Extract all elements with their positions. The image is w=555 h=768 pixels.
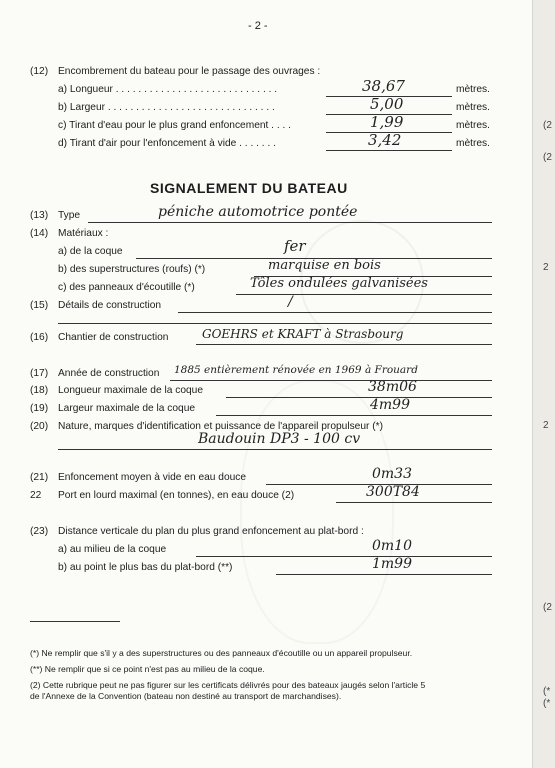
deadweight-line xyxy=(336,502,492,503)
length-unit: mètres. xyxy=(456,84,490,95)
freeboard-low-label: b) au point le plus bas du plat-bord (**) xyxy=(58,562,233,573)
construction-details-label: Détails de construction xyxy=(58,300,162,311)
deadweight-label: Port en lourd maximal (en tonnes), en eau douce (2) xyxy=(58,490,295,501)
build-year-value[interactable]: 1885 entièrement rénovée en 1969 à Frouard xyxy=(174,364,418,376)
item-number-22: 22 xyxy=(30,490,42,501)
item-number-23: (23) xyxy=(30,526,49,537)
draft-empty-value[interactable]: 0m33 xyxy=(372,466,412,482)
air-draft-line xyxy=(326,150,452,151)
width-value[interactable]: 5,00 xyxy=(370,95,404,113)
superstructures-label: b) des superstructures (roufs) (*) xyxy=(58,264,206,275)
footnote-1: (*) Ne remplir que s'il y a des superstructures ou des panneaux d'écoutille ou un appareil propulseur. xyxy=(30,648,413,658)
max-length-line xyxy=(226,397,492,398)
draft-unit: mètres. xyxy=(456,120,490,131)
shipyard-label: Chantier de construction xyxy=(58,332,169,343)
engine-value[interactable]: Baudouin DP3 - 100 cv xyxy=(198,431,361,447)
edge-mark-3: 2 xyxy=(543,262,549,273)
hatch-panels-value[interactable]: Tôles ondulées galvanisées xyxy=(250,276,428,291)
page-number: - 2 - xyxy=(248,20,268,32)
construction-details-line xyxy=(178,312,492,313)
type-value[interactable]: péniche automotrice pontée xyxy=(158,204,358,220)
max-width-value[interactable]: 4m99 xyxy=(370,397,410,413)
freeboard-mid-value[interactable]: 0m10 xyxy=(372,538,412,554)
item-number-18: (18) xyxy=(30,385,49,396)
shipyard-value[interactable]: GOEHRS et KRAFT à Strasbourg xyxy=(202,327,404,341)
length-label: a) Longueur . . . . . . . . . . . . . . . . . . . . . . . . . . . . . xyxy=(58,84,278,95)
draft-empty-label: Enfoncement moyen à vide en eau douce xyxy=(58,472,247,483)
freeboard-low-line xyxy=(276,574,492,575)
width-label: b) Largeur . . . . . . . . . . . . . . . . . . . . . . . . . . . . . . xyxy=(58,102,275,113)
type-label: Type xyxy=(58,210,81,221)
construction-details-line-2 xyxy=(58,323,492,324)
faint-background-mark xyxy=(240,380,394,644)
footnote-2: (**) Ne remplir que si ce point n'est pas au milieu de la coque. xyxy=(30,664,265,674)
deadweight-value[interactable]: 300T84 xyxy=(366,484,420,500)
freeboard-mid-line xyxy=(196,556,492,557)
air-draft-unit: mètres. xyxy=(456,138,490,149)
item-number-15: (15) xyxy=(30,300,49,311)
hatch-panels-label: c) des panneaux d'écoutille (*) xyxy=(58,282,195,293)
item-number-12: (12) xyxy=(30,66,49,77)
footnote-3: (2) Cette rubrique peut ne pas figurer sur les certificats délivrés pour des bateaux jaugés selon l'article 5 xyxy=(30,680,426,690)
item-number-13: (13) xyxy=(30,210,49,221)
edge-mark-4: 2 xyxy=(543,420,549,431)
edge-mark-7: (* xyxy=(543,698,551,709)
max-length-label: Longueur maximale de la coque xyxy=(58,385,203,396)
footnote-4: de l'Annexe de la Convention (bateau non destiné au transport de marchandises). xyxy=(30,691,342,701)
edge-mark-2: (2 xyxy=(543,152,552,163)
superstructures-value[interactable]: marquise en bois xyxy=(268,258,381,273)
type-line xyxy=(88,222,492,223)
item-number-19: (19) xyxy=(30,403,49,414)
width-unit: mètres. xyxy=(456,102,490,113)
edge-mark-1: (2 xyxy=(543,120,552,131)
max-width-line xyxy=(216,415,492,416)
air-draft-label: d) Tirant d'air pour l'enfoncement à vide . . . . . . . xyxy=(58,138,276,149)
footnote-rule xyxy=(30,621,120,622)
section-title: SIGNALEMENT DU BATEAU xyxy=(150,180,348,196)
max-width-label: Largeur maximale de la coque xyxy=(58,403,196,414)
build-year-label: Année de construction xyxy=(58,368,160,379)
draft-value[interactable]: 1,99 xyxy=(370,113,404,131)
draft-label: c) Tirant d'eau pour le plus grand enfoncement . . . . xyxy=(58,120,291,131)
engine-line xyxy=(58,449,492,450)
item-number-20: (20) xyxy=(30,421,49,432)
engine-label: Nature, marques d'identification et puissance de l'appareil propulseur (*) xyxy=(58,421,383,432)
build-year-line xyxy=(170,380,492,381)
edge-mark-6: (* xyxy=(543,686,551,697)
adjacent-page-edge xyxy=(532,0,555,768)
shipyard-line xyxy=(196,344,492,345)
item-number-16: (16) xyxy=(30,332,49,343)
materials-label: Matériaux : xyxy=(58,228,109,239)
item-number-17: (17) xyxy=(30,368,49,379)
freeboard-low-value[interactable]: 1m99 xyxy=(372,556,412,572)
item-number-14: (14) xyxy=(30,228,49,239)
freeboard-label: Distance verticale du plan du plus grand enfoncement au plat-bord : xyxy=(58,526,364,537)
hatch-panels-line xyxy=(236,294,492,295)
edge-mark-5: (2 xyxy=(543,602,552,613)
freeboard-mid-label: a) au milieu de la coque xyxy=(58,544,167,555)
item-number-21: (21) xyxy=(30,472,49,483)
dimensions-heading: Encombrement du bateau pour le passage des ouvrages : xyxy=(58,66,321,77)
length-value[interactable]: 38,67 xyxy=(362,77,405,95)
hull-label: a) de la coque xyxy=(58,246,123,257)
hull-value[interactable]: fer xyxy=(284,237,306,255)
air-draft-value[interactable]: 3,42 xyxy=(368,131,402,149)
construction-details-value[interactable]: / xyxy=(288,294,293,310)
max-length-value[interactable]: 38m06 xyxy=(368,379,417,395)
